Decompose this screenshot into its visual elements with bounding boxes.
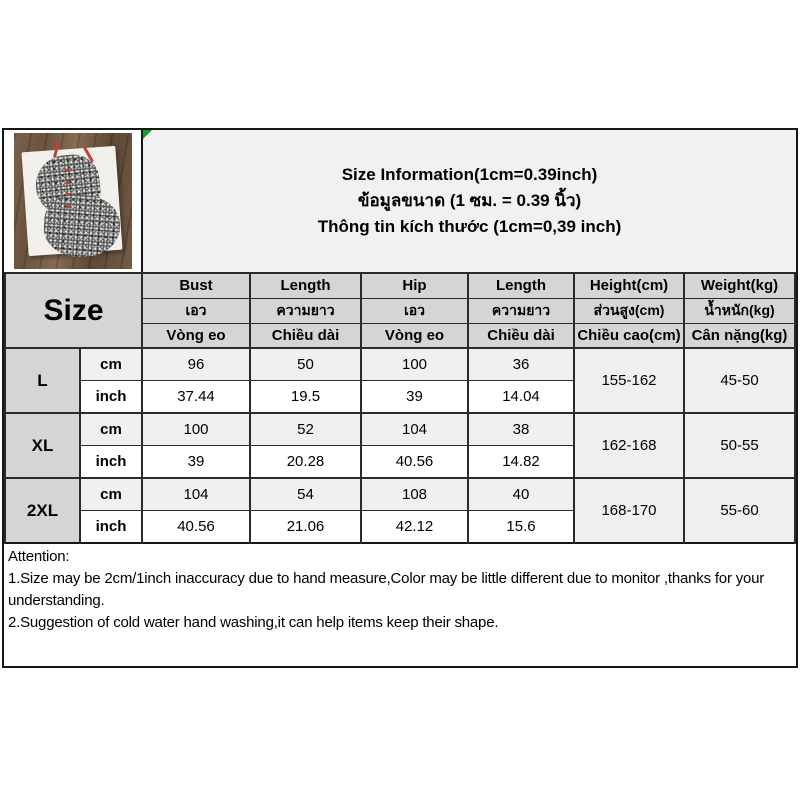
size-label-L: L bbox=[5, 348, 80, 413]
red-buttons bbox=[66, 169, 70, 215]
attention-heading: Attention: bbox=[8, 548, 70, 565]
cell-XL-length-inch: 20.28 bbox=[250, 446, 361, 479]
col-header-bust-en: Bust bbox=[142, 273, 250, 298]
cell-XL-weight: 50-55 bbox=[684, 413, 795, 478]
cell-2XL-weight: 55-60 bbox=[684, 478, 795, 543]
cell-L-hip-inch: 39 bbox=[361, 381, 468, 414]
col-header-length2-vi: Chiều dài bbox=[468, 323, 574, 348]
cell-2XL-length2-cm: 40 bbox=[468, 478, 574, 511]
title-en: Size Information(1cm=0.39inch) bbox=[341, 165, 598, 184]
cell-2XL-height: 168-170 bbox=[574, 478, 684, 543]
unit-label-inch: inch bbox=[80, 511, 142, 544]
col-header-length-th: ความยาว bbox=[250, 298, 361, 323]
col-header-length-en: Length bbox=[250, 273, 361, 298]
unit-label-cm: cm bbox=[80, 413, 142, 446]
unit-label-cm: cm bbox=[80, 348, 142, 381]
col-header-length2-en: Length bbox=[468, 273, 574, 298]
size-label-2XL: 2XL bbox=[5, 478, 80, 543]
size-table bbox=[4, 272, 796, 544]
cell-2XL-length-cm: 54 bbox=[250, 478, 361, 511]
unit-label-cm: cm bbox=[80, 478, 142, 511]
title-vi: Thông tin kích thước (1cm=0,39 inch) bbox=[317, 217, 622, 236]
cell-L-bust-inch: 37.44 bbox=[142, 381, 250, 414]
title-th: ข้อมูลขนาด (1 ซม. = 0.39 นิ้ว) bbox=[357, 191, 582, 210]
cell-L-length-cm: 50 bbox=[250, 348, 361, 381]
col-header-length2-th: ความยาว bbox=[468, 298, 574, 323]
cell-XL-bust-inch: 39 bbox=[142, 446, 250, 479]
col-header-height-th: ส่วนสูง(cm) bbox=[574, 298, 684, 323]
col-header-bust-vi: Vòng eo bbox=[142, 323, 250, 348]
col-header-weight-vi: Cân nặng(kg) bbox=[684, 323, 795, 348]
cell-L-length-inch: 19.5 bbox=[250, 381, 361, 414]
cell-L-height: 155-162 bbox=[574, 348, 684, 413]
attention-note-1: 1.Size may be 2cm/1inch inaccuracy due to hand measure,Color may be little different due to monitor ,thanks for your understanding. bbox=[8, 570, 765, 609]
size-chart-sheet bbox=[2, 128, 798, 668]
cell-L-bust-cm: 96 bbox=[142, 348, 250, 381]
col-header-bust-th: เอว bbox=[142, 298, 250, 323]
top-row bbox=[4, 130, 796, 272]
title-cell bbox=[143, 130, 796, 272]
product-photo-cell bbox=[4, 130, 143, 272]
cell-2XL-hip-cm: 108 bbox=[361, 478, 468, 511]
cell-XL-height: 162-168 bbox=[574, 413, 684, 478]
col-header-weight-th: น้ำหนัก(kg) bbox=[684, 298, 795, 323]
cell-XL-hip-cm: 104 bbox=[361, 413, 468, 446]
cell-2XL-length-inch: 21.06 bbox=[250, 511, 361, 544]
attention-note-2: 2.Suggestion of cold water hand washing,it can help items keep their shape. bbox=[8, 614, 499, 631]
col-header-length-vi: Chiều dài bbox=[250, 323, 361, 348]
corner-size-label: Size bbox=[5, 273, 142, 348]
cell-2XL-bust-inch: 40.56 bbox=[142, 511, 250, 544]
col-header-hip-en: Hip bbox=[361, 273, 468, 298]
cell-XL-hip-inch: 40.56 bbox=[361, 446, 468, 479]
unit-label-inch: inch bbox=[80, 381, 142, 414]
col-header-weight-en: Weight(kg) bbox=[684, 273, 795, 298]
cell-2XL-hip-inch: 42.12 bbox=[361, 511, 468, 544]
product-photo bbox=[14, 133, 132, 269]
cell-2XL-bust-cm: 104 bbox=[142, 478, 250, 511]
cell-L-length2-cm: 36 bbox=[468, 348, 574, 381]
cell-XL-bust-cm: 100 bbox=[142, 413, 250, 446]
cell-L-length2-inch: 14.04 bbox=[468, 381, 574, 414]
green-corner-flag-icon bbox=[143, 130, 152, 139]
col-header-height-en: Height(cm) bbox=[574, 273, 684, 298]
cell-XL-length2-cm: 38 bbox=[468, 413, 574, 446]
cell-XL-length-cm: 52 bbox=[250, 413, 361, 446]
cell-XL-length2-inch: 14.82 bbox=[468, 446, 574, 479]
size-label-XL: XL bbox=[5, 413, 80, 478]
col-header-height-vi: Chiều cao(cm) bbox=[574, 323, 684, 348]
col-header-hip-th: เอว bbox=[361, 298, 468, 323]
col-header-hip-vi: Vòng eo bbox=[361, 323, 468, 348]
cell-L-hip-cm: 100 bbox=[361, 348, 468, 381]
unit-label-inch: inch bbox=[80, 446, 142, 479]
cell-L-weight: 45-50 bbox=[684, 348, 795, 413]
cell-2XL-length2-inch: 15.6 bbox=[468, 511, 574, 544]
attention-section bbox=[4, 544, 796, 666]
